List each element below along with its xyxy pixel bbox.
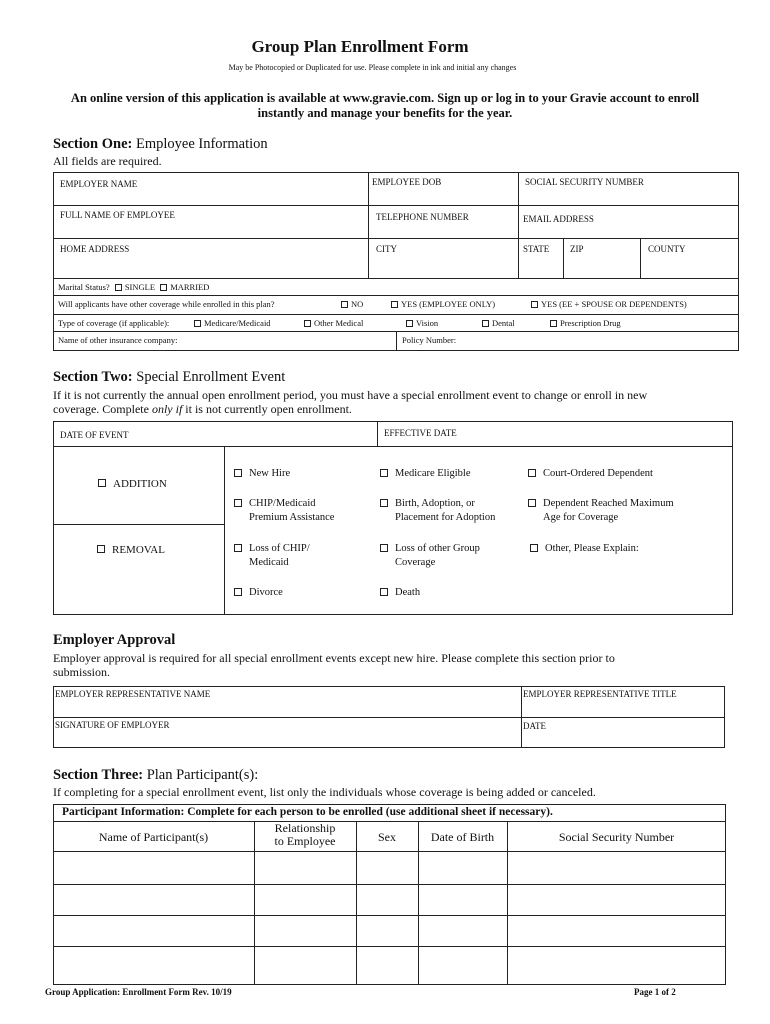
marital-status-label: Marital Status? (58, 282, 110, 292)
dependent-age-checkbox[interactable] (528, 499, 536, 507)
home-address-field[interactable]: HOME ADDRESS (60, 244, 130, 254)
vision-checkbox[interactable] (406, 320, 413, 327)
other-company-field[interactable]: Name of other insurance company: (58, 335, 178, 345)
coverage-yes-family-option: YES (EE + SPOUSE OR DEPENDENTS) (531, 299, 687, 309)
chip-medicaid-checkbox[interactable] (234, 499, 242, 507)
removal-checkbox[interactable] (97, 545, 105, 553)
event-divorce: Divorce (234, 586, 283, 600)
section-three-desc: If completing for a special enrollment event, list only the individuals whose coverage is being added or canceled. (53, 785, 596, 799)
state-field[interactable]: STATE (523, 244, 550, 254)
event-birth-adoption: Birth, Adoption, or Placement for Adoption (380, 497, 495, 525)
employer-approval-title: Employer Approval (53, 632, 176, 648)
online-notice-line-2: instantly and manage your benefits for the year. (257, 106, 513, 120)
col-sex-header: Sex (378, 830, 396, 844)
coverage-yes-employee-checkbox[interactable] (391, 301, 398, 308)
coverage-yes-family-checkbox[interactable] (531, 301, 538, 308)
death-checkbox[interactable] (380, 588, 388, 596)
other-coverage-question: Will applicants have other coverage while enrolled in this plan? (58, 299, 275, 309)
section-two-title: Section Two: Special Enrollment Event (53, 369, 286, 385)
event-death: Death (380, 586, 420, 600)
date-of-event-field[interactable]: DATE OF EVENT (60, 430, 129, 440)
section-one-title: Section One: Employee Information (53, 136, 268, 152)
event-chip-medicaid: CHIP/Medicaid Premium Assistance (234, 497, 334, 525)
event-medicare-eligible: Medicare Eligible (380, 467, 471, 481)
employer-approval-desc-line-2: submission. (53, 665, 111, 679)
employer-name-field[interactable]: EMPLOYER NAME (60, 179, 138, 189)
dental-checkbox[interactable] (482, 320, 489, 327)
other-medical-checkbox[interactable] (304, 320, 311, 327)
full-name-field[interactable]: FULL NAME OF EMPLOYEE (60, 210, 175, 220)
section-three-title: Section Three: Plan Participant(s): (53, 767, 259, 783)
birth-adoption-checkbox[interactable] (380, 499, 388, 507)
email-field[interactable]: EMAIL ADDRESS (523, 214, 594, 224)
rep-name-field[interactable]: EMPLOYER REPRESENTATIVE NAME (55, 689, 211, 699)
ssn-field[interactable]: SOCIAL SECURITY NUMBER (525, 177, 644, 187)
addition-option: ADDITION (98, 477, 167, 491)
coverage-type-label: Type of coverage (if applicable): (58, 318, 170, 328)
col-relationship-line-2: to Employee (274, 834, 336, 848)
footer-page-number: Page 1 of 2 (634, 987, 676, 997)
effective-date-field[interactable]: EFFECTIVE DATE (384, 428, 457, 438)
new-hire-checkbox[interactable] (234, 469, 242, 477)
other-event-checkbox[interactable] (530, 544, 538, 552)
event-loss-chip: Loss of CHIP/ Medicaid (234, 542, 310, 570)
zip-field[interactable]: ZIP (570, 244, 584, 254)
employer-signature-field[interactable]: SIGNATURE OF EMPLOYER (55, 720, 170, 730)
vision-option: Vision (406, 318, 438, 328)
online-notice (40, 91, 730, 121)
event-new-hire: New Hire (234, 467, 290, 481)
telephone-field[interactable]: TELEPHONE NUMBER (376, 212, 469, 222)
section-one-note: All fields are required. (53, 154, 162, 168)
rep-title-field[interactable]: EMPLOYER REPRESENTATIVE TITLE (523, 689, 677, 699)
marital-status-row (58, 282, 209, 292)
employer-approval-desc-line-1: Employer approval is required for all special enrollment events except new hire. Please complete this section prior to (53, 651, 615, 665)
court-ordered-checkbox[interactable] (528, 469, 536, 477)
county-field[interactable]: COUNTY (648, 244, 686, 254)
coverage-no-checkbox[interactable] (341, 301, 348, 308)
divorce-checkbox[interactable] (234, 588, 242, 596)
medicare-eligible-checkbox[interactable] (380, 469, 388, 477)
loss-group-checkbox[interactable] (380, 544, 388, 552)
approval-date-field[interactable]: DATE (523, 721, 546, 731)
single-checkbox[interactable] (115, 284, 122, 291)
event-loss-group: Loss of other Group Coverage (380, 542, 480, 570)
col-ssn-header: Social Security Number (558, 830, 675, 844)
rx-checkbox[interactable] (550, 320, 557, 327)
dental-option: Dental (482, 318, 515, 328)
event-court-ordered: Court-Ordered Dependent (528, 467, 653, 481)
online-notice-line-1: An online version of this application is available at www.gravie.com. Sign up or log in to your Gravie account to enroll (70, 91, 700, 105)
footer-form-revision: Group Application: Enrollment Form Rev. 10/19 (45, 987, 232, 997)
col-relationship-header (254, 822, 356, 848)
section-two-desc (53, 388, 647, 416)
col-dob-header: Date of Birth (430, 830, 495, 844)
employer-approval-desc (53, 651, 615, 679)
medicare-checkbox[interactable] (194, 320, 201, 327)
city-field[interactable]: CITY (376, 244, 397, 254)
employee-dob-field[interactable]: EMPLOYEE DOB (372, 177, 442, 187)
participant-table-caption: Participant Information: Complete for each person to be enrolled (use additional sheet if necessary). (62, 806, 553, 818)
removal-option: REMOVAL (97, 543, 165, 557)
addition-checkbox[interactable] (98, 479, 106, 487)
married-label: MARRIED (170, 282, 210, 292)
single-label: SINGLE (124, 282, 156, 292)
col-relationship-line-1: Relationship (274, 821, 336, 835)
event-other: Other, Please Explain: (530, 542, 639, 556)
coverage-yes-employee-option: YES (EMPLOYEE ONLY) (391, 299, 495, 309)
rx-option: Prescription Drug (550, 318, 621, 328)
loss-chip-checkbox[interactable] (234, 544, 242, 552)
section-two-desc-line-1: If it is not currently the annual open enrollment period, you must have a special enrollment event to change or enroll in new (53, 388, 648, 402)
event-dependent-age: Dependent Reached Maximum Age for Coverage (528, 497, 674, 525)
form-title: Group Plan Enrollment Form (251, 37, 469, 56)
form-subtitle: May be Photocopied or Duplicated for use. Please complete in ink and initial any changes (228, 63, 517, 72)
policy-number-field[interactable]: Policy Number: (402, 335, 457, 345)
coverage-no-option: NO (341, 299, 363, 309)
col-name-header: Name of Participant(s) (98, 830, 209, 844)
married-checkbox[interactable] (160, 284, 167, 291)
other-medical-option: Other Medical (304, 318, 363, 328)
medicare-option: Medicare/Medicaid (194, 318, 271, 328)
section-two-desc-line-2: coverage. Complete only if it is not currently open enrollment. (53, 402, 352, 416)
